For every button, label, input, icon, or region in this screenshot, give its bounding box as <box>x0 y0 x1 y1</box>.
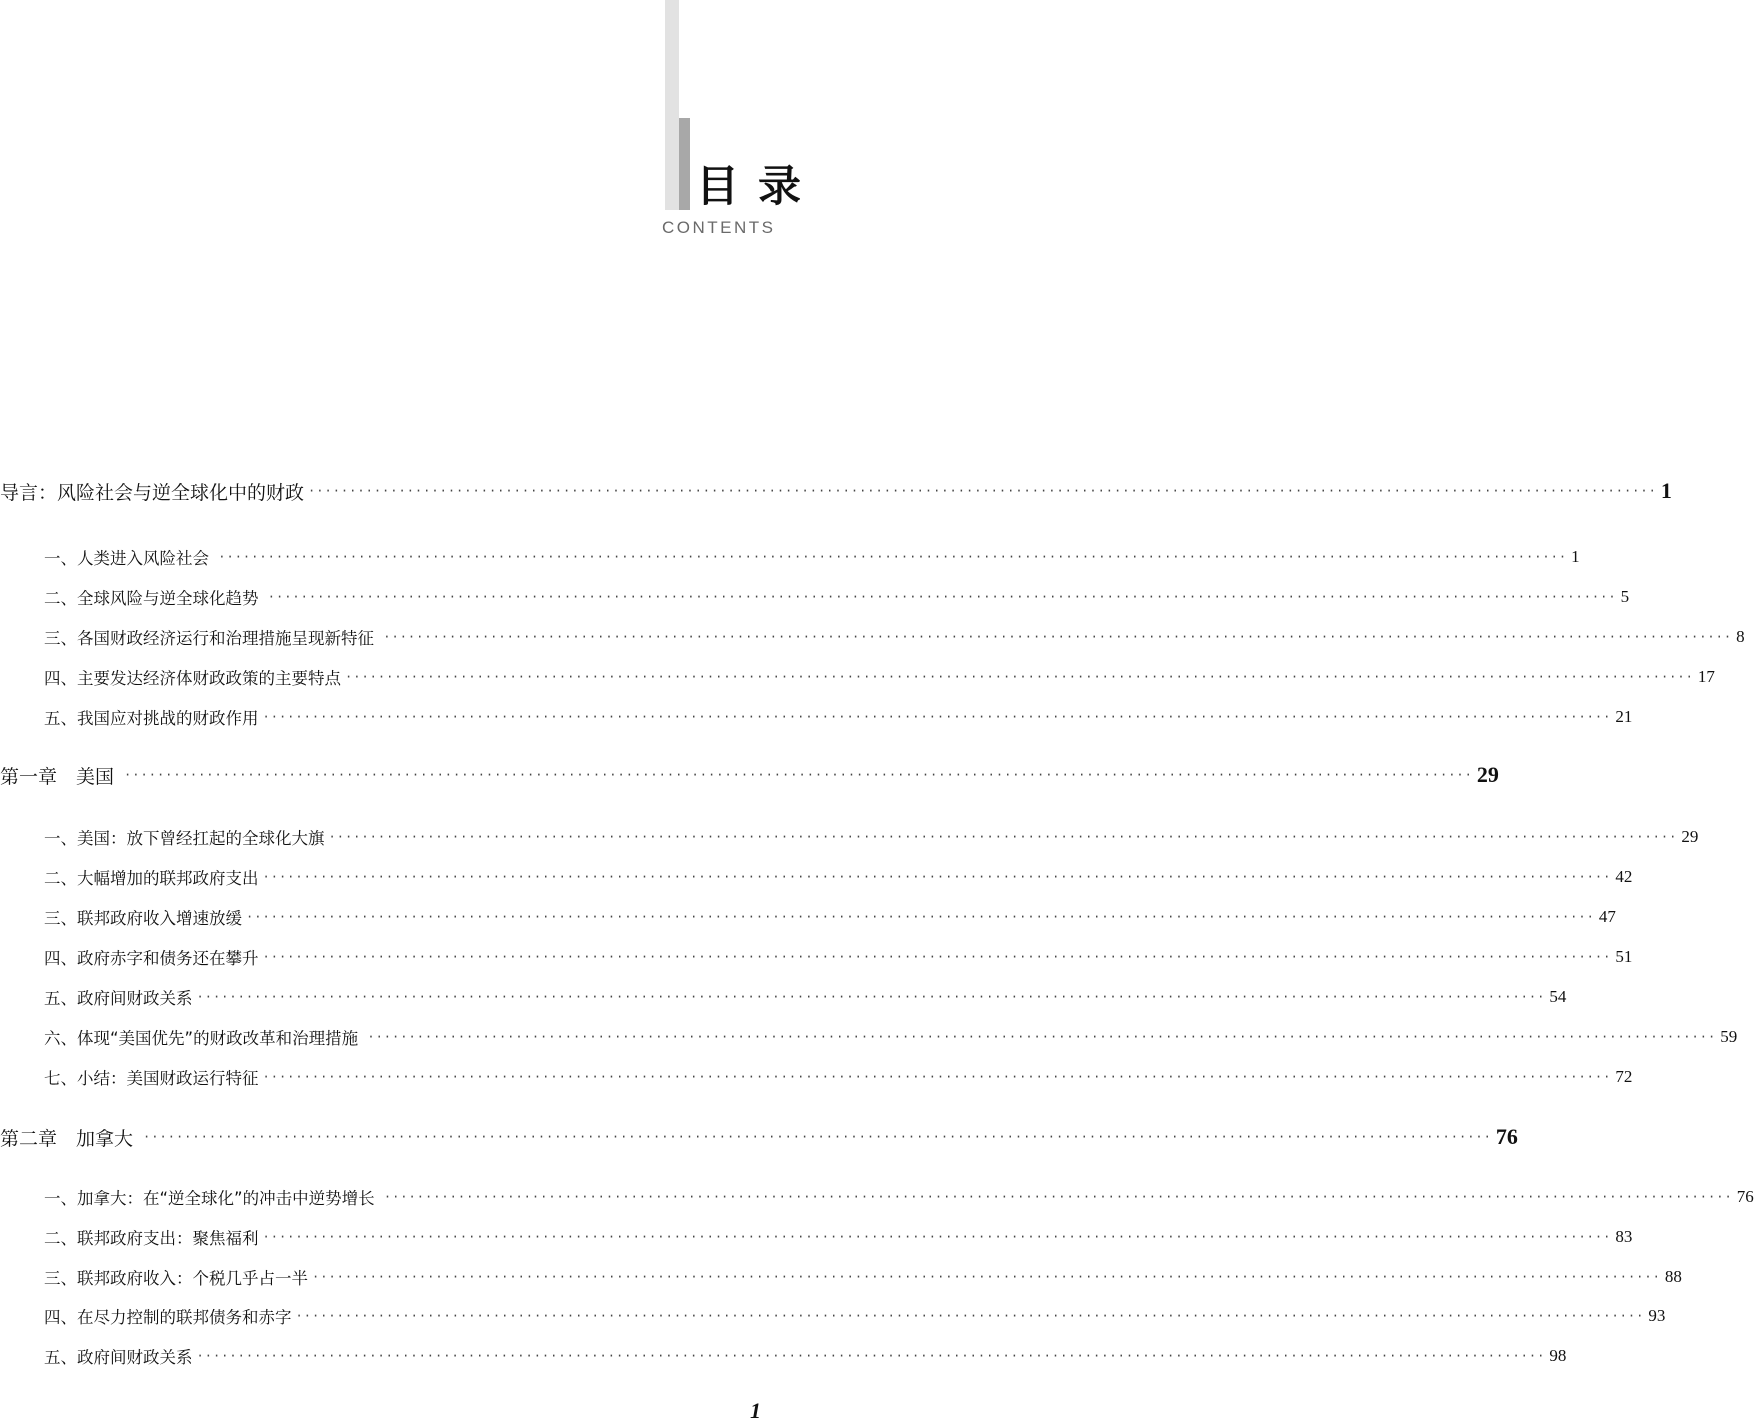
toc-entry-label: 五、我国应对挑战的财政作用 <box>44 709 259 728</box>
toc-entry-label: 三、各国财政经济运行和治理措施呈现新特征 <box>44 629 380 648</box>
toc-section-entry[interactable] <box>44 861 1633 893</box>
toc-dot-leader <box>263 1230 1612 1244</box>
toc-section-entry[interactable] <box>44 1300 1666 1332</box>
toc-entry-page: 98 <box>1549 1346 1567 1365</box>
toc-dot-leader <box>263 1070 1612 1084</box>
page-title: 目 录 <box>696 162 803 212</box>
toc-section-entry[interactable] <box>44 1261 1682 1293</box>
toc-section-entry[interactable] <box>44 1340 1567 1372</box>
toc-dot-leader <box>218 550 1567 564</box>
toc-dot-leader <box>384 1190 1733 1204</box>
toc-entry-page: 76 <box>1736 1187 1754 1206</box>
toc-entry-page: 29 <box>1476 762 1499 787</box>
toc-entry-page: 54 <box>1549 987 1567 1006</box>
toc-dot-leader <box>329 830 1678 844</box>
toc-entry-page: 21 <box>1615 707 1633 726</box>
toc-dot-leader <box>263 870 1612 884</box>
toc-entry-page: 29 <box>1681 827 1699 846</box>
toc-dot-leader <box>263 710 1612 724</box>
toc-entry-label: 四、政府赤字和债务还在攀升 <box>44 949 259 968</box>
toc-section-entry[interactable] <box>44 1181 1754 1213</box>
toc-entry-page: 88 <box>1664 1267 1682 1286</box>
page-number: 1 <box>750 1398 761 1423</box>
header-decor-bar-light <box>665 0 679 210</box>
header-decor-bar-dark <box>679 118 690 210</box>
toc-section-entry[interactable] <box>44 621 1745 653</box>
toc-section-entry[interactable] <box>44 1221 1633 1253</box>
toc-entry-label: 第一章 美国 <box>0 765 121 788</box>
toc-entry-label: 四、在尽力控制的联邦债务和赤字 <box>44 1308 292 1327</box>
toc-entry-label: 二、大幅增加的联邦政府支出 <box>44 869 259 888</box>
toc-entry-label: 六、体现“美国优先”的财政改革和治理措施 <box>44 1029 364 1048</box>
toc-section-entry[interactable] <box>44 981 1567 1013</box>
toc-entry-label: 三、联邦政府收入增速放缓 <box>44 909 242 928</box>
toc-entry-page: 59 <box>1720 1027 1738 1046</box>
toc-section-entry[interactable] <box>44 661 1715 693</box>
toc-entry-label: 三、联邦政府收入：个税几乎占一半 <box>44 1269 308 1288</box>
toc-dot-leader <box>143 1130 1492 1144</box>
toc-entry-label: 一、美国：放下曾经扛起的全球化大旗 <box>44 829 325 848</box>
toc-entry-page: 1 <box>1571 547 1580 566</box>
toc-dot-leader <box>312 1270 1661 1284</box>
toc-entry-label: 第二章 加拿大 <box>0 1127 140 1150</box>
toc-entry-page: 5 <box>1620 587 1630 606</box>
toc-section-entry[interactable] <box>44 1061 1633 1093</box>
toc-dot-leader <box>296 1309 1645 1323</box>
toc-entry-page: 47 <box>1598 907 1616 926</box>
toc-entry-page: 8 <box>1736 627 1745 646</box>
toc-entry-page: 72 <box>1615 1067 1633 1086</box>
toc-chapter-entry[interactable] <box>0 759 1499 791</box>
toc-dot-leader <box>367 1030 1716 1044</box>
toc-section-entry[interactable] <box>44 901 1616 933</box>
toc-entry-page: 83 <box>1615 1227 1633 1246</box>
toc-entry-page: 76 <box>1495 1124 1518 1149</box>
toc-entry-label: 二、联邦政府支出：聚焦福利 <box>44 1229 259 1248</box>
toc-dot-leader <box>263 950 1612 964</box>
toc-section-entry[interactable] <box>44 581 1630 613</box>
toc-section-entry[interactable] <box>44 941 1633 973</box>
toc-entry-page: 1 <box>1660 478 1672 503</box>
toc-entry-page: 17 <box>1697 667 1715 686</box>
toc-section-entry[interactable] <box>44 541 1580 573</box>
toc-dot-leader <box>246 910 1595 924</box>
toc-entry-label: 四、主要发达经济体财政政策的主要特点 <box>44 669 341 688</box>
toc-entry-label: 五、政府间财政关系 <box>44 1348 193 1367</box>
toc-dot-leader <box>345 670 1694 684</box>
toc-chapter-entry[interactable] <box>0 1121 1518 1153</box>
toc-dot-leader <box>383 630 1732 644</box>
toc-section-entry[interactable] <box>44 701 1633 733</box>
toc-dot-leader <box>124 768 1473 782</box>
toc-section-entry[interactable] <box>44 821 1699 853</box>
toc-entry-page: 93 <box>1648 1306 1666 1325</box>
toc-entry-label: 二、全球风险与逆全球化趋势 <box>44 589 264 608</box>
toc-entry-label: 一、加拿大：在“逆全球化”的冲击中逆势增长 <box>44 1189 380 1208</box>
toc-dot-leader <box>197 990 1546 1004</box>
page-subtitle: CONTENTS <box>662 218 776 237</box>
toc-chapter-entry[interactable] <box>0 475 1672 507</box>
toc-dot-leader <box>268 590 1617 604</box>
toc-entry-page: 42 <box>1615 867 1633 886</box>
toc-dot-leader <box>197 1349 1546 1363</box>
toc-entry-label: 七、小结：美国财政运行特征 <box>44 1069 259 1088</box>
toc-entry-label: 五、政府间财政关系 <box>44 989 193 1008</box>
toc-dot-leader <box>308 484 1657 498</box>
toc-section-entry[interactable] <box>44 1021 1738 1053</box>
toc-entry-label: 一、人类进入风险社会 <box>44 549 215 568</box>
toc-entry-page: 51 <box>1615 947 1633 966</box>
toc-entry-label: 导言：风险社会与逆全球化中的财政 <box>0 481 305 504</box>
